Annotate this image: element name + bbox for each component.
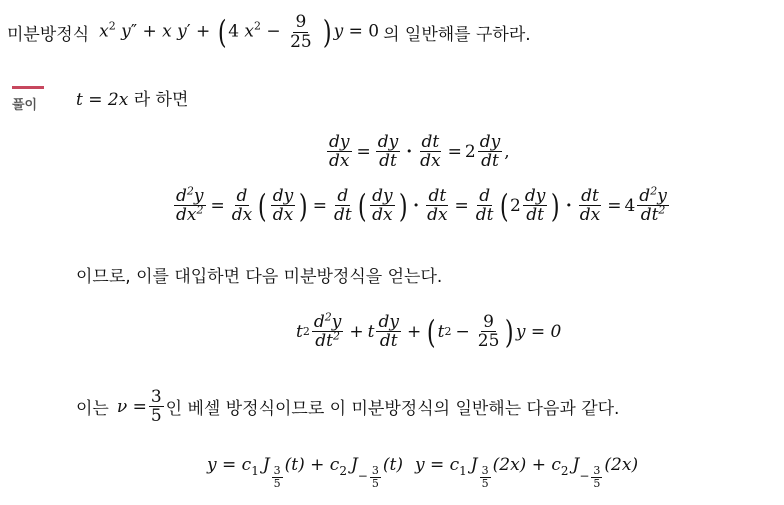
bessel-sentence: 이는 ν = $\frac{3}{5}$ 인 베셀 방정식이므로 이 미분방정식의 일반해는 다음과 같다. <box>76 387 620 427</box>
problem-pre: 미분방정식 <box>7 24 90 45</box>
problem-statement <box>7 12 531 52</box>
solution-badge: 풀이 <box>12 98 38 113</box>
bessel-equation: t 2 $\frac{d^2y}{dt^2}$ + t $\frac{dy}{dt}$ + ( t 2 − $\frac{9}{25}$ ) y = 0 <box>296 310 562 352</box>
substitution-sentence: 이므로, 이를 대입하면 다음 미분방정식을 얻는다. <box>76 267 443 287</box>
general-solution: y = c 1 J $\frac{3}{5}$ (t) + c 2 J − $\frac{3}{5}$ (t) y = c 1 J $\frac{3}{5}$ (2x) + c 2 J − $\frac{3}{5}$ (2x) <box>207 455 639 490</box>
chain-rule-second: $\frac{d^2y}{dx^2}$ = $\frac{d}{dx}$ ( $\frac{dy}{dx}$ ) = $\frac{d}{dt}$ ( $\frac{dy}{dx}$ ) · $\frac{dt}{dx}$ = $\frac{d}{dt}$ ( 2 $\frac{dy}{dt}$ ) · $\frac{dt}{dx}$ = 4 $\frac{d^2y}{dt^2}$ <box>176 184 667 226</box>
solution-intro: t = 2x 라 하면 <box>76 90 189 110</box>
chain-rule-first: $\frac{dy}{dx}$ = $\frac{dy}{dt}$ · $\frac{dt}{dx}$ = 2 $\frac{dy}{dt}$ , <box>329 132 510 172</box>
problem-post: 의 일반해를 구하라. <box>383 24 531 45</box>
problem-equation: $x^2$ y″ + x y′ + ( 4 $x^2$ − $\frac{9}{25}$ ) y = 0 <box>99 12 380 52</box>
solution-badge-bar <box>12 86 44 89</box>
